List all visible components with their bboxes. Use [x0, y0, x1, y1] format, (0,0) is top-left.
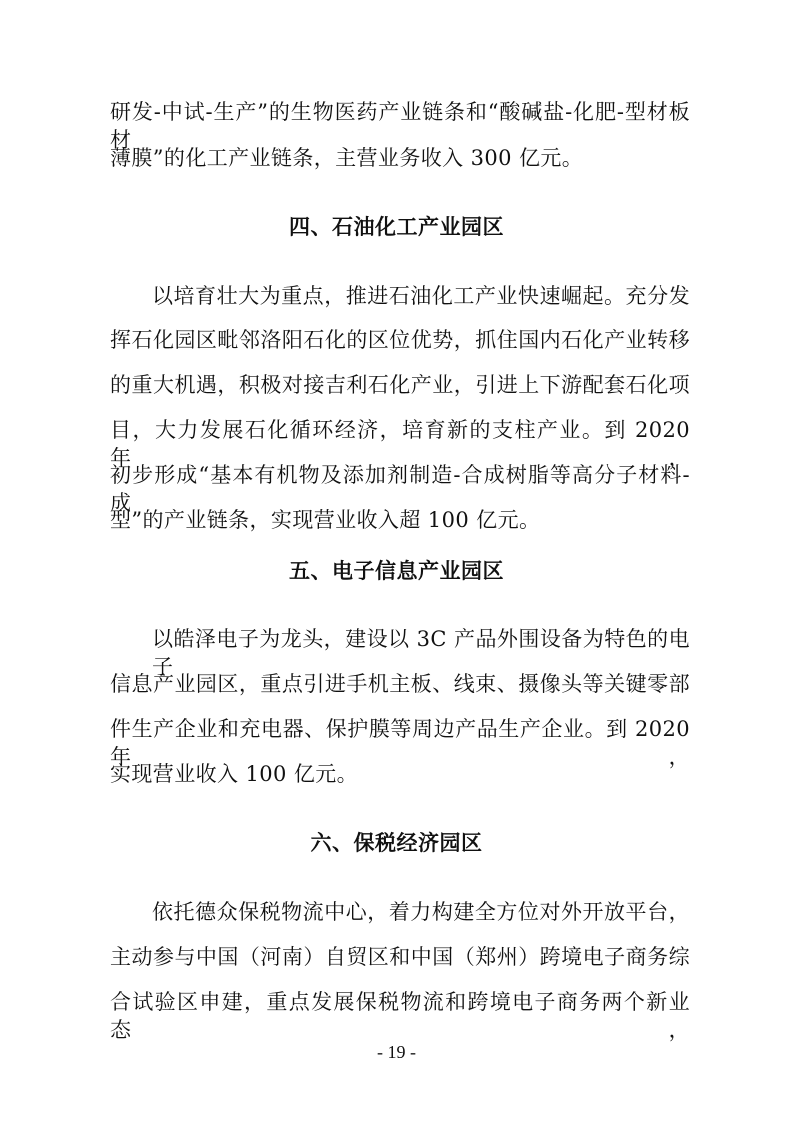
- section5-line-1: 以皓泽电子为龙头，建设以 3C 产品外围设备为特色的电子: [152, 627, 690, 679]
- intro-line-1: 研发-中试-生产”的生物医药产业链条和“酸碱盐-化肥-型材板材: [110, 100, 690, 152]
- section5-line-2: 信息产业园区，重点引进手机主板、线束、摄像头等关键零部: [110, 672, 690, 696]
- section5-line-3: 件生产企业和充电器、保护膜等周边产品生产企业。到 2020 年，: [110, 717, 690, 769]
- section6-line-2: 主动参与中国（河南）自贸区和中国（郑州）跨境电子商务综: [110, 945, 690, 969]
- section4-line-5: 初步形成“基本有机物及添加剂制造-合成树脂等高分子材料-成: [110, 463, 690, 515]
- section4-line-3: 的重大机遇，积极对接吉利石化产业，引进上下游配套石化项: [110, 373, 690, 397]
- section-heading-bonded-economy: 六、保税经济园区: [310, 831, 483, 855]
- section5-line-4: 实现营业收入 100 亿元。: [110, 762, 359, 786]
- section4-line-6: 型”的产业链条，实现营业收入超 100 亿元。: [110, 508, 541, 532]
- section-heading-electronics: 五、电子信息产业园区: [289, 559, 504, 583]
- intro-line-2: 薄膜”的化工产业链条，主营业务收入 300 亿元。: [110, 146, 584, 170]
- section4-line-2: 挥石化园区毗邻洛阳石化的区位优势，抓住国内石化产业转移: [110, 328, 690, 352]
- section-heading-petrochemical: 四、石油化工产业园区: [289, 215, 504, 239]
- section4-line-4: 目，大力发展石化循环经济，培育新的支柱产业。到 2020 年，: [110, 418, 690, 470]
- section6-line-3: 合试验区申建，重点发展保税物流和跨境电子商务两个新业态，: [110, 990, 690, 1042]
- section6-line-1: 依托德众保税物流中心，着力构建全方位对外开放平台，: [152, 900, 690, 924]
- page-number: - 19 -: [377, 1042, 416, 1062]
- section4-line-1: 以培育壮大为重点，推进石油化工产业快速崛起。充分发: [152, 284, 690, 308]
